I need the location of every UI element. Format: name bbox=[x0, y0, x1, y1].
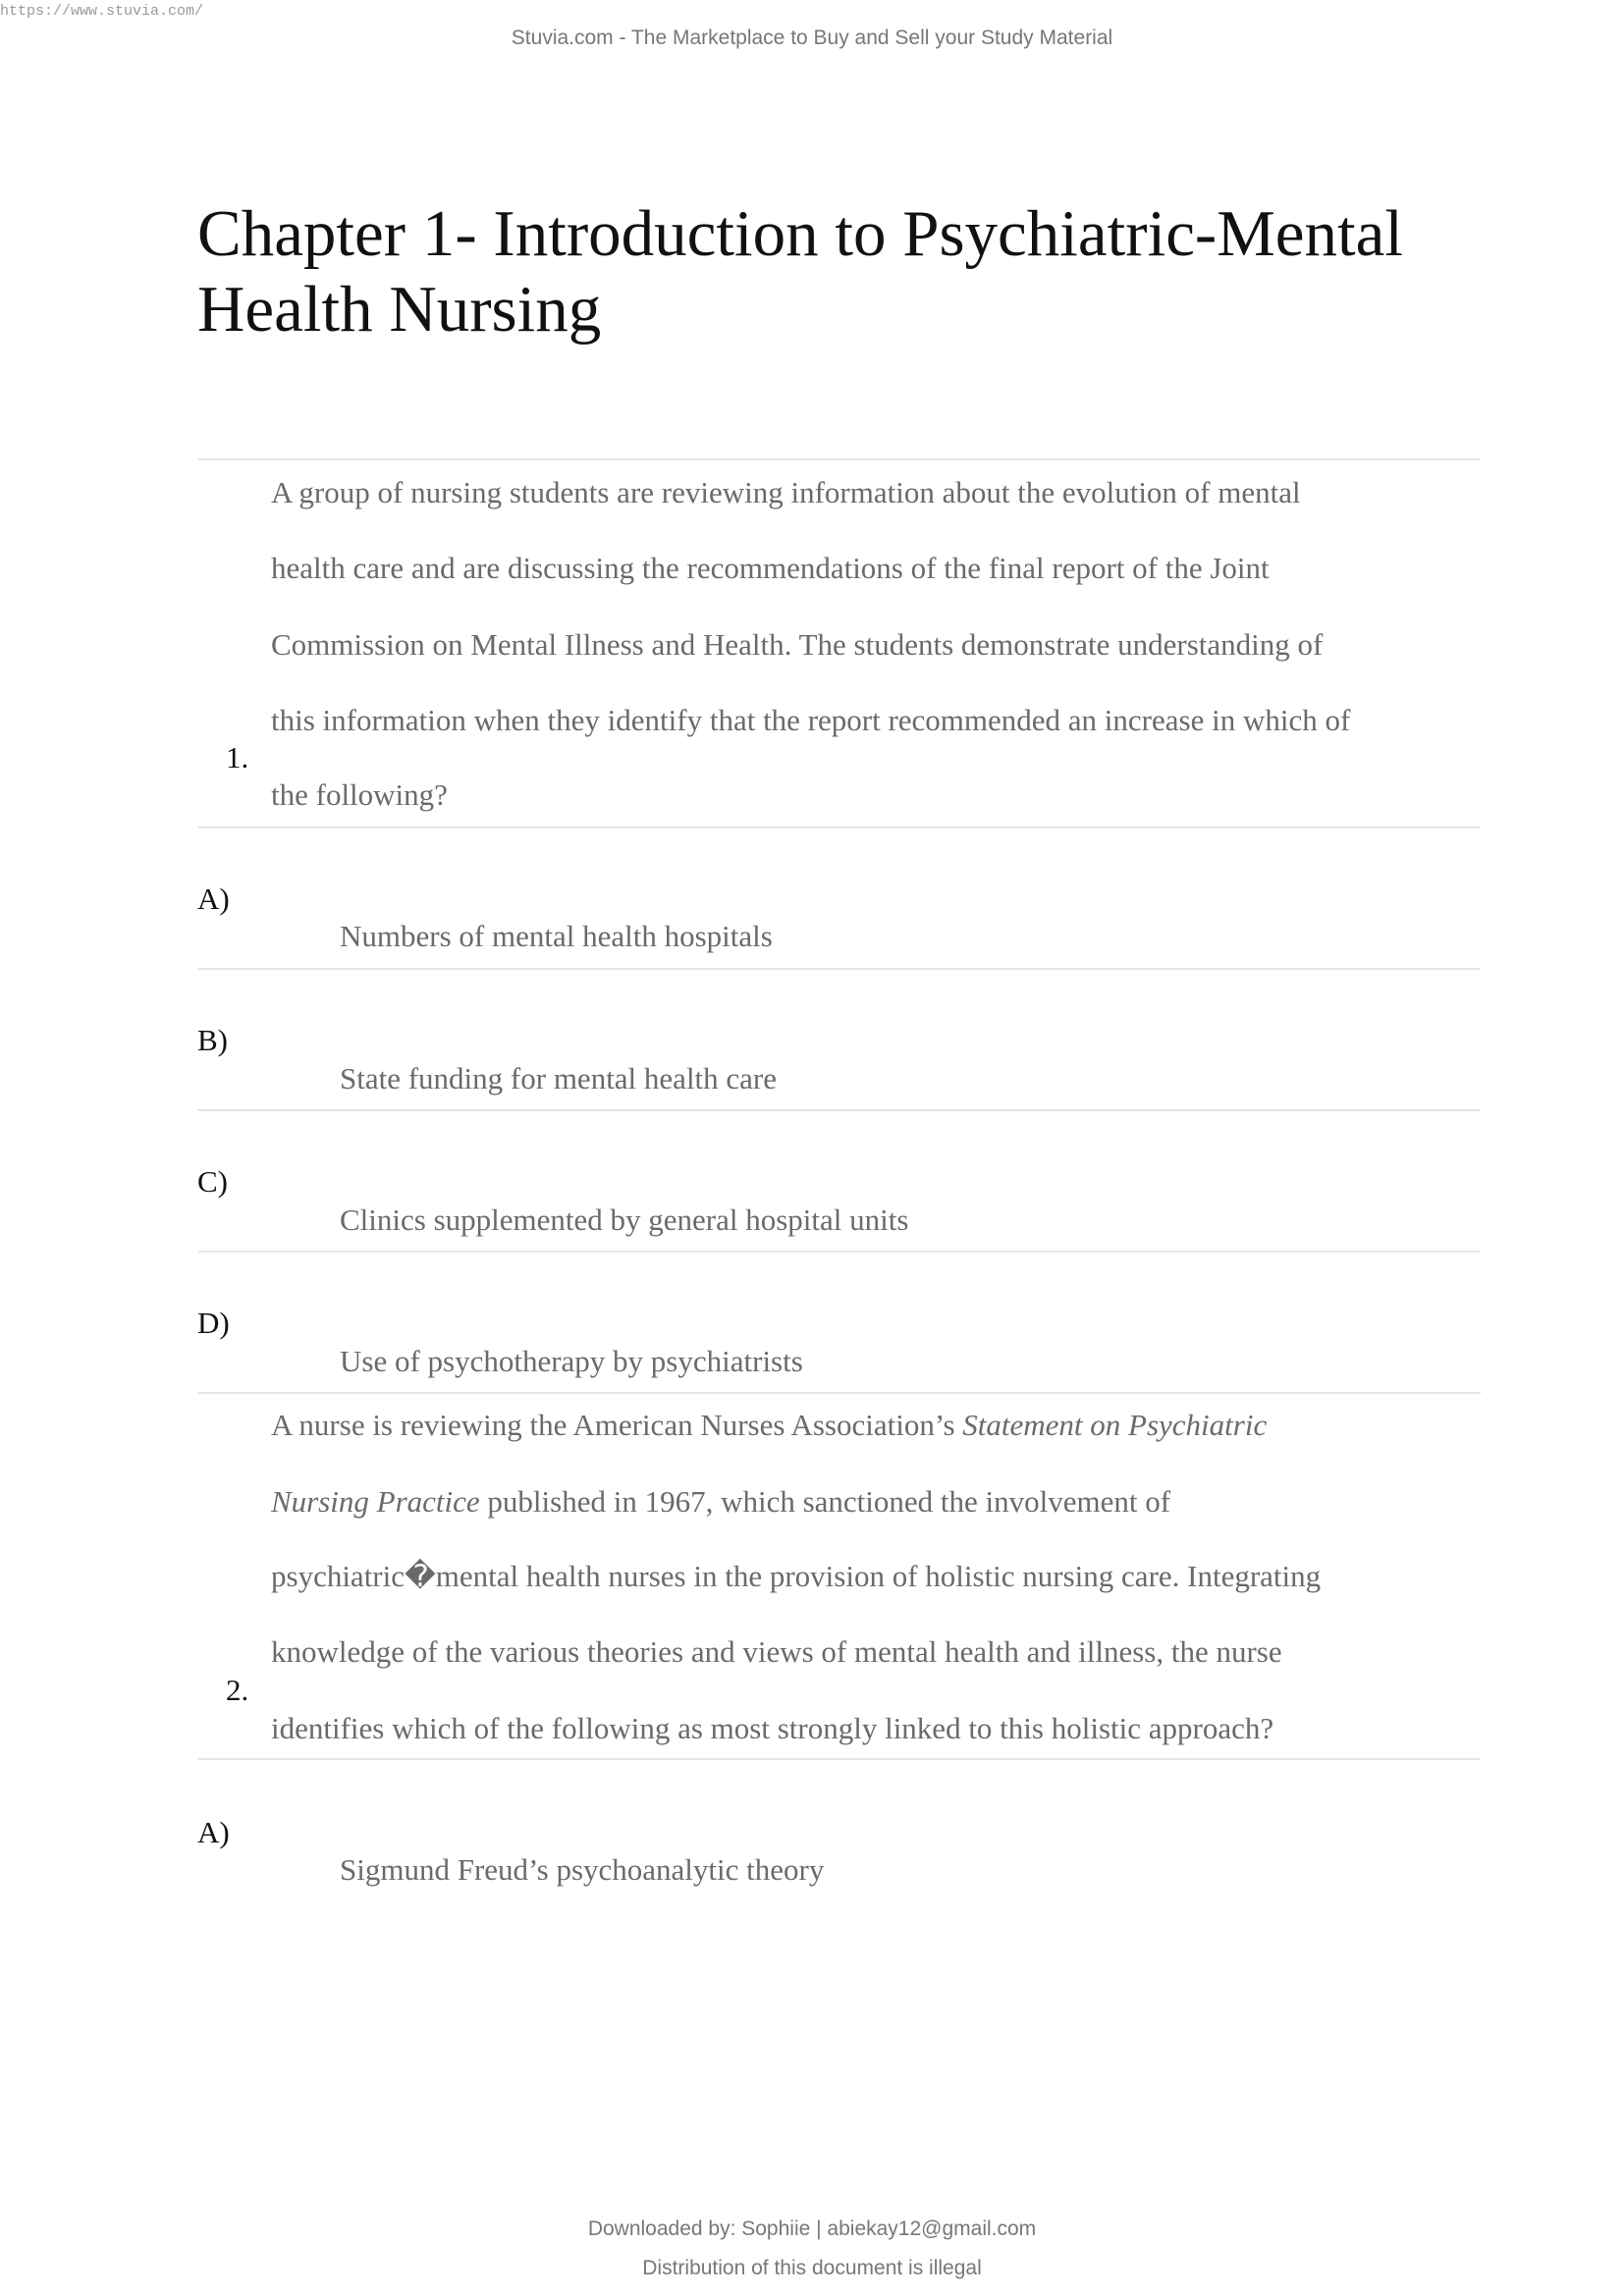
divider bbox=[197, 1392, 1481, 1394]
source-url[interactable]: https://www.stuvia.com/ bbox=[0, 3, 204, 20]
divider bbox=[197, 968, 1481, 970]
question-2-line: knowledge of the various theories and views of mental health and illness, the nurse bbox=[271, 1634, 1282, 1669]
option-letter-c: C) bbox=[197, 1164, 228, 1199]
option-text-c[interactable]: Clinics supplemented by general hospital units bbox=[340, 1202, 909, 1237]
download-info: Downloaded by: Sophiie | abiekay12@gmail.com bbox=[587, 2217, 1037, 2240]
divider bbox=[197, 1109, 1481, 1111]
watermark-header: Stuvia.com - The Marketplace to Buy and Sell your Study Material bbox=[511, 27, 1113, 49]
distribution-notice: Distribution of this document is illegal bbox=[642, 2257, 982, 2279]
question-1-line: A group of nursing students are reviewing information about the evolution of mental bbox=[271, 475, 1301, 509]
question-2-line: psychiatric�mental health nurses in the provision of holistic nursing care. Integrating bbox=[271, 1559, 1322, 1593]
divider bbox=[197, 1758, 1481, 1760]
question-1-line: health care and are discussing the recommendations of the final report of the Joint bbox=[271, 551, 1270, 585]
question-2-number: 2. bbox=[226, 1673, 249, 1707]
option-text-a[interactable]: Sigmund Freud’s psychoanalytic theory bbox=[340, 1852, 825, 1887]
divider bbox=[197, 827, 1481, 828]
option-text-b[interactable]: State funding for mental health care bbox=[340, 1061, 778, 1095]
option-letter-b: B) bbox=[197, 1023, 228, 1057]
question-2-text: published in 1967, which sanctioned the involvement of bbox=[479, 1484, 1171, 1519]
publication-title: Statement on Psychiatric bbox=[962, 1408, 1268, 1442]
page-title: Chapter 1- Introduction to Psychiatric-Mental Health Nursing bbox=[197, 197, 1404, 346]
question-1-line: the following? bbox=[271, 777, 448, 812]
question-2-line bbox=[271, 1482, 1170, 1522]
publication-title: Nursing Practice bbox=[271, 1484, 480, 1519]
question-1-number: 1. bbox=[226, 740, 249, 774]
option-letter-a: A) bbox=[197, 1815, 230, 1849]
question-2-line: identifies which of the following as most strongly linked to this holistic approach? bbox=[271, 1711, 1274, 1745]
option-letter-d: D) bbox=[197, 1306, 230, 1340]
question-1-line: this information when they identify that the report recommended an increase in which of bbox=[271, 703, 1351, 737]
question-1-line: Commission on Mental Illness and Health. The students demonstrate understanding of bbox=[271, 627, 1324, 662]
option-text-d[interactable]: Use of psychotherapy by psychiatrists bbox=[340, 1344, 803, 1378]
question-2-text: A nurse is reviewing the American Nurses Association’s bbox=[271, 1408, 963, 1442]
question-2-line bbox=[271, 1406, 1267, 1445]
divider bbox=[197, 1251, 1481, 1253]
option-text-a[interactable]: Numbers of mental health hospitals bbox=[340, 919, 773, 953]
divider bbox=[197, 458, 1481, 460]
option-letter-a: A) bbox=[197, 881, 230, 916]
